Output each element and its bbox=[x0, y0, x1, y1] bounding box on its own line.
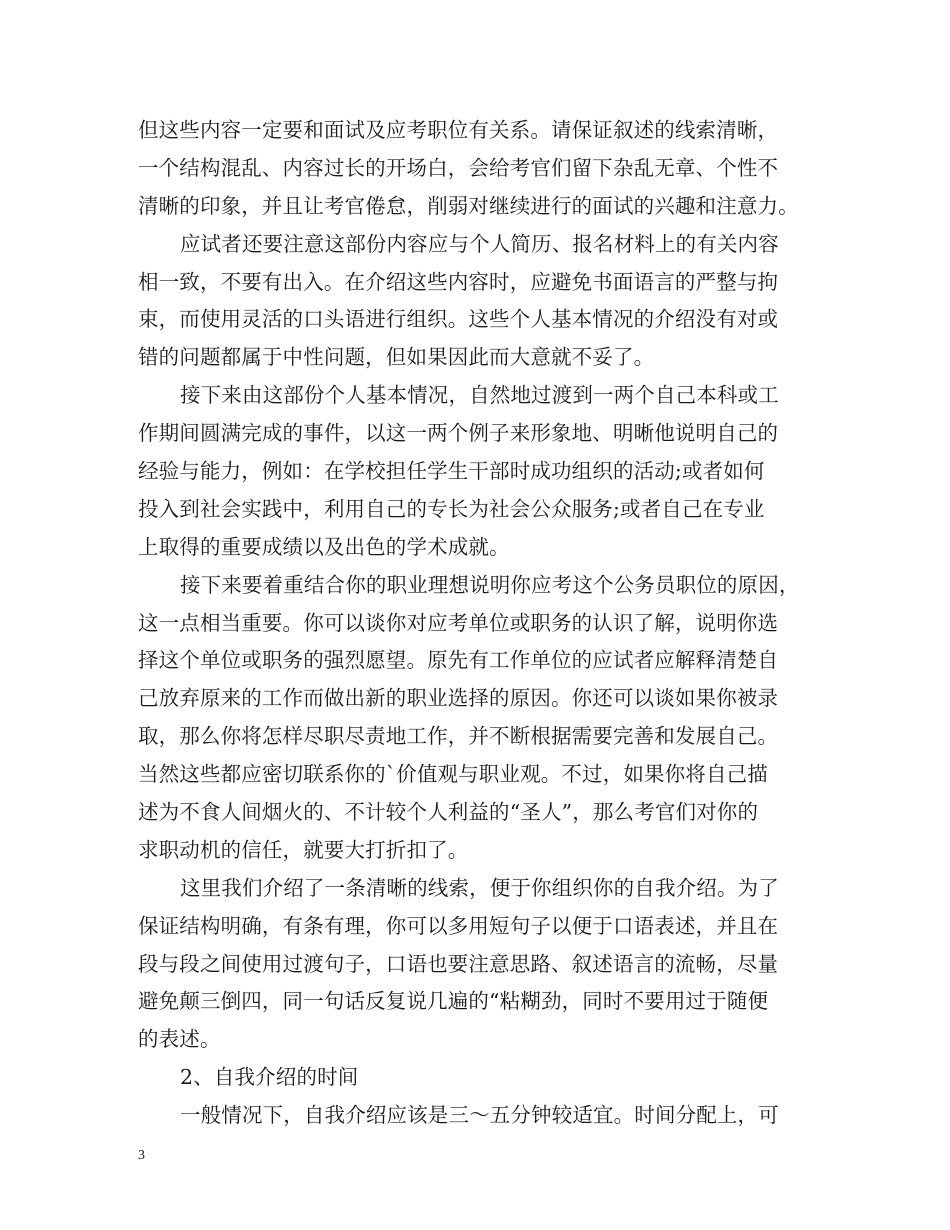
text-line: 段与段之间使用过渡句子，口语也要注意思路、叙述语言的流畅，尽量 bbox=[138, 951, 779, 976]
text-line: 但这些内容一定要和面试及应考职位有关系。请保证叙述的线索清晰， bbox=[138, 118, 779, 142]
text-line: 清晰的印象，并且让考官倦怠，削弱对继续进行的面试的兴趣和注意力。 bbox=[138, 193, 799, 218]
text-line: 的表述。 bbox=[138, 1027, 221, 1052]
text-line: 择这个单位或职务的强烈愿望。原先有工作单位的应试者应解释清楚自 bbox=[138, 648, 779, 673]
text-line: 作期间圆满完成的事件，以这一两个例子来形象地、明晰他说明自己的 bbox=[138, 421, 779, 446]
page-number: 3 bbox=[138, 1148, 145, 1163]
text-line: 错的问题都属于中性问题，但如果因此而大意就不妥了。 bbox=[138, 345, 655, 370]
text-line: 2、自我介绍的时间 bbox=[180, 1065, 359, 1090]
text-line: 上取得的重要成绩以及出色的学术成就。 bbox=[138, 534, 510, 559]
text-line: 一个结构混乱、内容过长的开场白，会给考官们留下杂乱无章、个性不 bbox=[138, 155, 779, 180]
text-line: 接下来要着重结合你的职业理想说明你应考这个公务员职位的原因， bbox=[180, 572, 800, 597]
text-line: 相一致，不要有出入。在介绍这些内容时，应避免书面语言的严整与拘 bbox=[138, 269, 779, 294]
text-line: 当然这些都应密切联系你的`价值观与职业观。不过，如果你将自己描 bbox=[138, 762, 768, 787]
text-line: 己放弃原来的工作而做出新的职业选择的原因。你还可以谈如果你被录 bbox=[138, 686, 779, 711]
text-line: 接下来由这部份个人基本情况，自然地过渡到一两个自己本科或工 bbox=[180, 383, 779, 408]
text-line: 求职动机的信任，就要大打折扣了。 bbox=[138, 837, 469, 862]
text-line: 这一点相当重要。你可以谈你对应考单位或职务的认识了解，说明你选 bbox=[138, 610, 779, 635]
text-line: 述为不食人间烟火的、不计较个人利益的“圣人”，那么考官们对你的 bbox=[138, 800, 759, 825]
text-line: 经验与能力，例如：在学校担任学生干部时成功组织的活动;或者如何 bbox=[138, 459, 765, 484]
text-line: 应试者还要注意这部份内容应与个人简历、报名材料上的有关内容 bbox=[180, 231, 779, 256]
text-line: 这里我们介绍了一条清晰的线索，便于你组织你的自我介绍。为了 bbox=[180, 875, 779, 900]
text-line: 保证结构明确，有条有理，你可以多用短句子以便于口语表述，并且在 bbox=[138, 913, 779, 938]
text-line: 投入到社会实践中，利用自己的专长为社会公众服务;或者自己在专业 bbox=[138, 496, 765, 521]
text-line: 取，那么你将怎样尽职尽责地工作，并不断根据需要完善和发展自己。 bbox=[138, 724, 779, 749]
text-line: 束，而使用灵活的口头语进行组织。这些个人基本情况的介绍没有对或 bbox=[138, 307, 779, 332]
body-text bbox=[138, 112, 818, 1135]
text-line: 避免颠三倒四，同一句话反复说几遍的“粘糊劲，同时不要用过于随便 bbox=[138, 989, 769, 1014]
text-line: 一般情况下，自我介绍应该是三～五分钟较适宜。时间分配上，可 bbox=[180, 1103, 779, 1128]
